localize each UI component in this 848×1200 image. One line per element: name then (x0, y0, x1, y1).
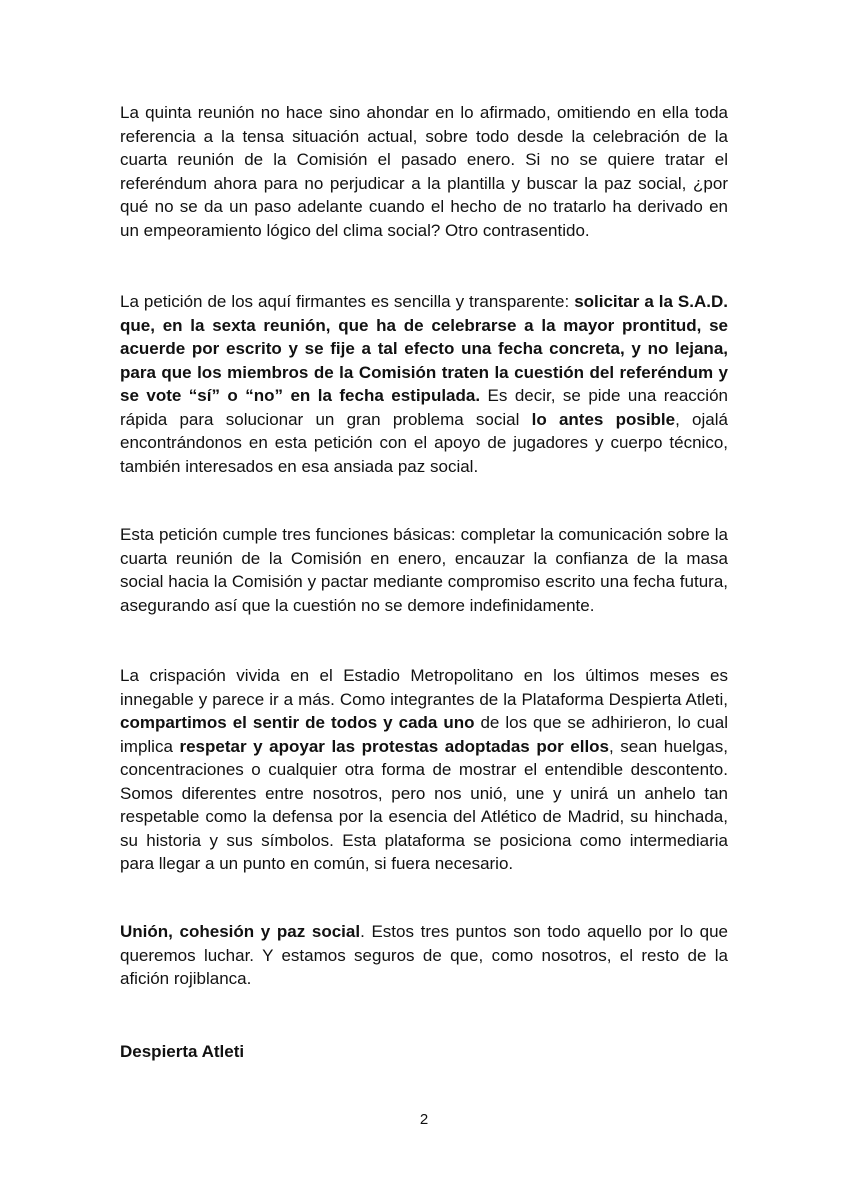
text-run: La petición de los aquí firmantes es sencilla y transparente: (120, 292, 575, 311)
signature: Despierta Atleti (120, 1042, 245, 1061)
paragraph-quinta-reunion: La quinta reunión no hace sino ahondar en lo afirmado, omitiendo en ella toda referencia a la tensa situación actual, sobre todo desde la celebración de la cuarta reunión de la Comisión el pasado enero. Si no se quiere tratar el referéndum ahora para no perjudicar a la plantilla y buscar la paz social, ¿por qué no se da un paso adelante cuando el hecho de no tratarlo ha derivado en un empeoramiento lógico del clima social? Otro contrasentido. (120, 103, 728, 240)
page-number: 2 (419, 1111, 429, 1128)
paragraph-union (120, 920, 728, 991)
paragraph-crispacion (120, 664, 728, 876)
bold-run: Unión, cohesión y paz social (120, 922, 361, 941)
text-run: , ojalá encontrándonos en esta petición con el apoyo de jugadores y cuerpo técnico, también interesados en esa ansiada paz social. (120, 409, 728, 476)
text-run: La crispación vivida en el Estadio Metropolitano en los últimos meses es innegable y parece ir a más. Como integrantes de la Plataforma Despierta Atleti, (120, 666, 728, 709)
bold-run: respetar y apoyar las protestas adoptadas por ellos (179, 736, 609, 756)
bold-run: compartimos el sentir de todos y cada uno (120, 713, 475, 732)
text-run: de los que se adhirieron, lo cual implica (120, 713, 729, 756)
paragraph-peticion (120, 290, 728, 478)
text-run: . Estos tres puntos son todo aquello por lo que queremos luchar. Y estamos seguros de que, como nosotros, el resto de la afición rojiblanca. (120, 922, 728, 988)
text-run: , sean huelgas, concentraciones o cualquier otra forma de mostrar el entendible descontento. Somos diferentes entre nosotros, pero nos unió, une y unirá un anhelo tan respetable como la defensa por la esencia del Atlético de Madrid, su hinchada, su historia y sus símbolos. Esta plataforma se posiciona como intermediaria para llegar a un punto en común, si fuera necesario. (120, 736, 728, 873)
bold-run: solicitar a la S.A.D. que, en la sexta reunión, que ha de celebrarse a la mayor prontitud, se acuerde por escrito y se fije a tal efecto una fecha concreta, y no lejana, para que los miembros de la Comisión traten la cuestión del referéndum y se vote “sí” o “no” en la fecha estipulada. (120, 292, 728, 405)
text-run: Es decir, se pide una reacción rápida para solucionar un gran problema social (120, 386, 728, 429)
paragraph-funciones: Esta petición cumple tres funciones básicas: completar la comunicación sobre la cuarta reunión de la Comisión en enero, encauzar la confianza de la masa social hacia la Comisión y pactar mediante compromiso escrito una fecha futura, asegurando así que la cuestión no se demore indefinidamente. (120, 525, 728, 615)
bold-run: lo antes posible (531, 409, 676, 429)
